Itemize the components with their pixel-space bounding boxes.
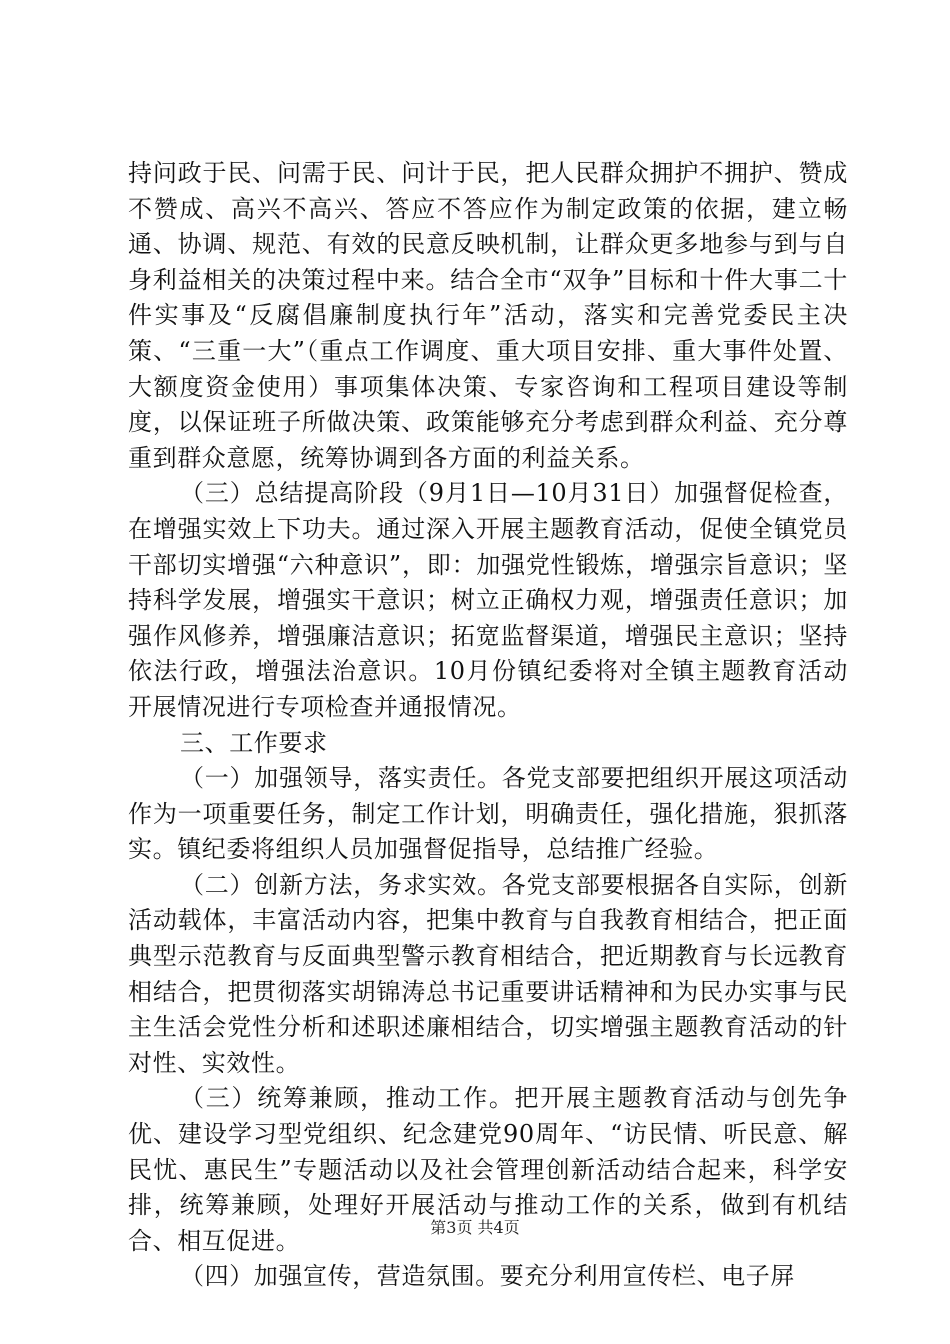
document-body — [128, 156, 848, 1295]
page-footer: 第3页 共4页 — [430, 1218, 520, 1237]
paragraph-requirement-one: （一）加强领导，落实责任。各党支部要把组织开展这项活动作为一项重要任务，制定工作计划，明确责任，强化措施，狠抓落实。镇纪委将组织人员加强督促指导，总结推广经验。 — [128, 764, 848, 864]
paragraph-requirement-three: （三）统筹兼顾，推动工作。把开展主题教育活动与创先争优、建设学习型党组织、纪念建党90周年、“访民情、听民意、解民忧、惠民生”专题活动以及社会管理创新活动结合起来，科学安排，统筹兼顾，处理好开展活动与推动工作的关系，做到有机结合、相互促进。 — [128, 1084, 848, 1255]
paragraph-requirement-four: （四）加强宣传，营造氛围。要充分利用宣传栏、电子屏 — [180, 1262, 795, 1291]
section-heading-work-requirements: 三、工作要求 — [180, 728, 328, 757]
paragraph-continued: 持问政于民、问需于民、问计于民，把人民群众拥护不拥护、赞成不赞成、高兴不高兴、答应不答应作为制定政策的依据，建立畅通、协调、规范、有效的民意反映机制，让群众更多地参与到与自身利益相关的决策过程中来。结合全市“双争”目标和十件大事二十件实事及“反腐倡廉制度执行年”活动，落实和完善党委民主决策、“三重一大”（重点工作调度、重大项目安排、重大事件处置、大额度资金使用）事项集体决策、专家咨询和工程项目建设等制度，以保证班子所做决策、政策能够充分考虑到群众利益、充分尊重到群众意愿，统筹协调到各方面的利益关系。 — [128, 159, 848, 472]
paragraph-requirement-two: （二）创新方法，务求实效。各党支部要根据各自实际，创新活动载体，丰富活动内容，把集中教育与自我教育相结合，把正面典型示范教育与反面典型警示教育相结合，把近期教育与长远教育相结合，把贯彻落实胡锦涛总书记重要讲话精神和为民办实事与民主生活会党性分析和述职述廉相结合，切实增强主题教育活动的针对性、实效性。 — [128, 870, 848, 1077]
paragraph-stage-three: （三）总结提高阶段（9月1日—10月31日）加强督促检查，在增强实效上下功夫。通过深入开展主题教育活动，促使全镇党员干部切实增强“六种意识”，即：加强党性锻炼，增强宗旨意识；坚持科学发展，增强实干意识；树立正确权力观，增强责任意识；加强作风修养，增强廉洁意识；拓宽监督渠道，增强民主意识；坚持依法行政，增强法治意识。10月份镇纪委将对全镇主题教育活动开展情况进行专项检查并通报情况。 — [128, 479, 848, 721]
